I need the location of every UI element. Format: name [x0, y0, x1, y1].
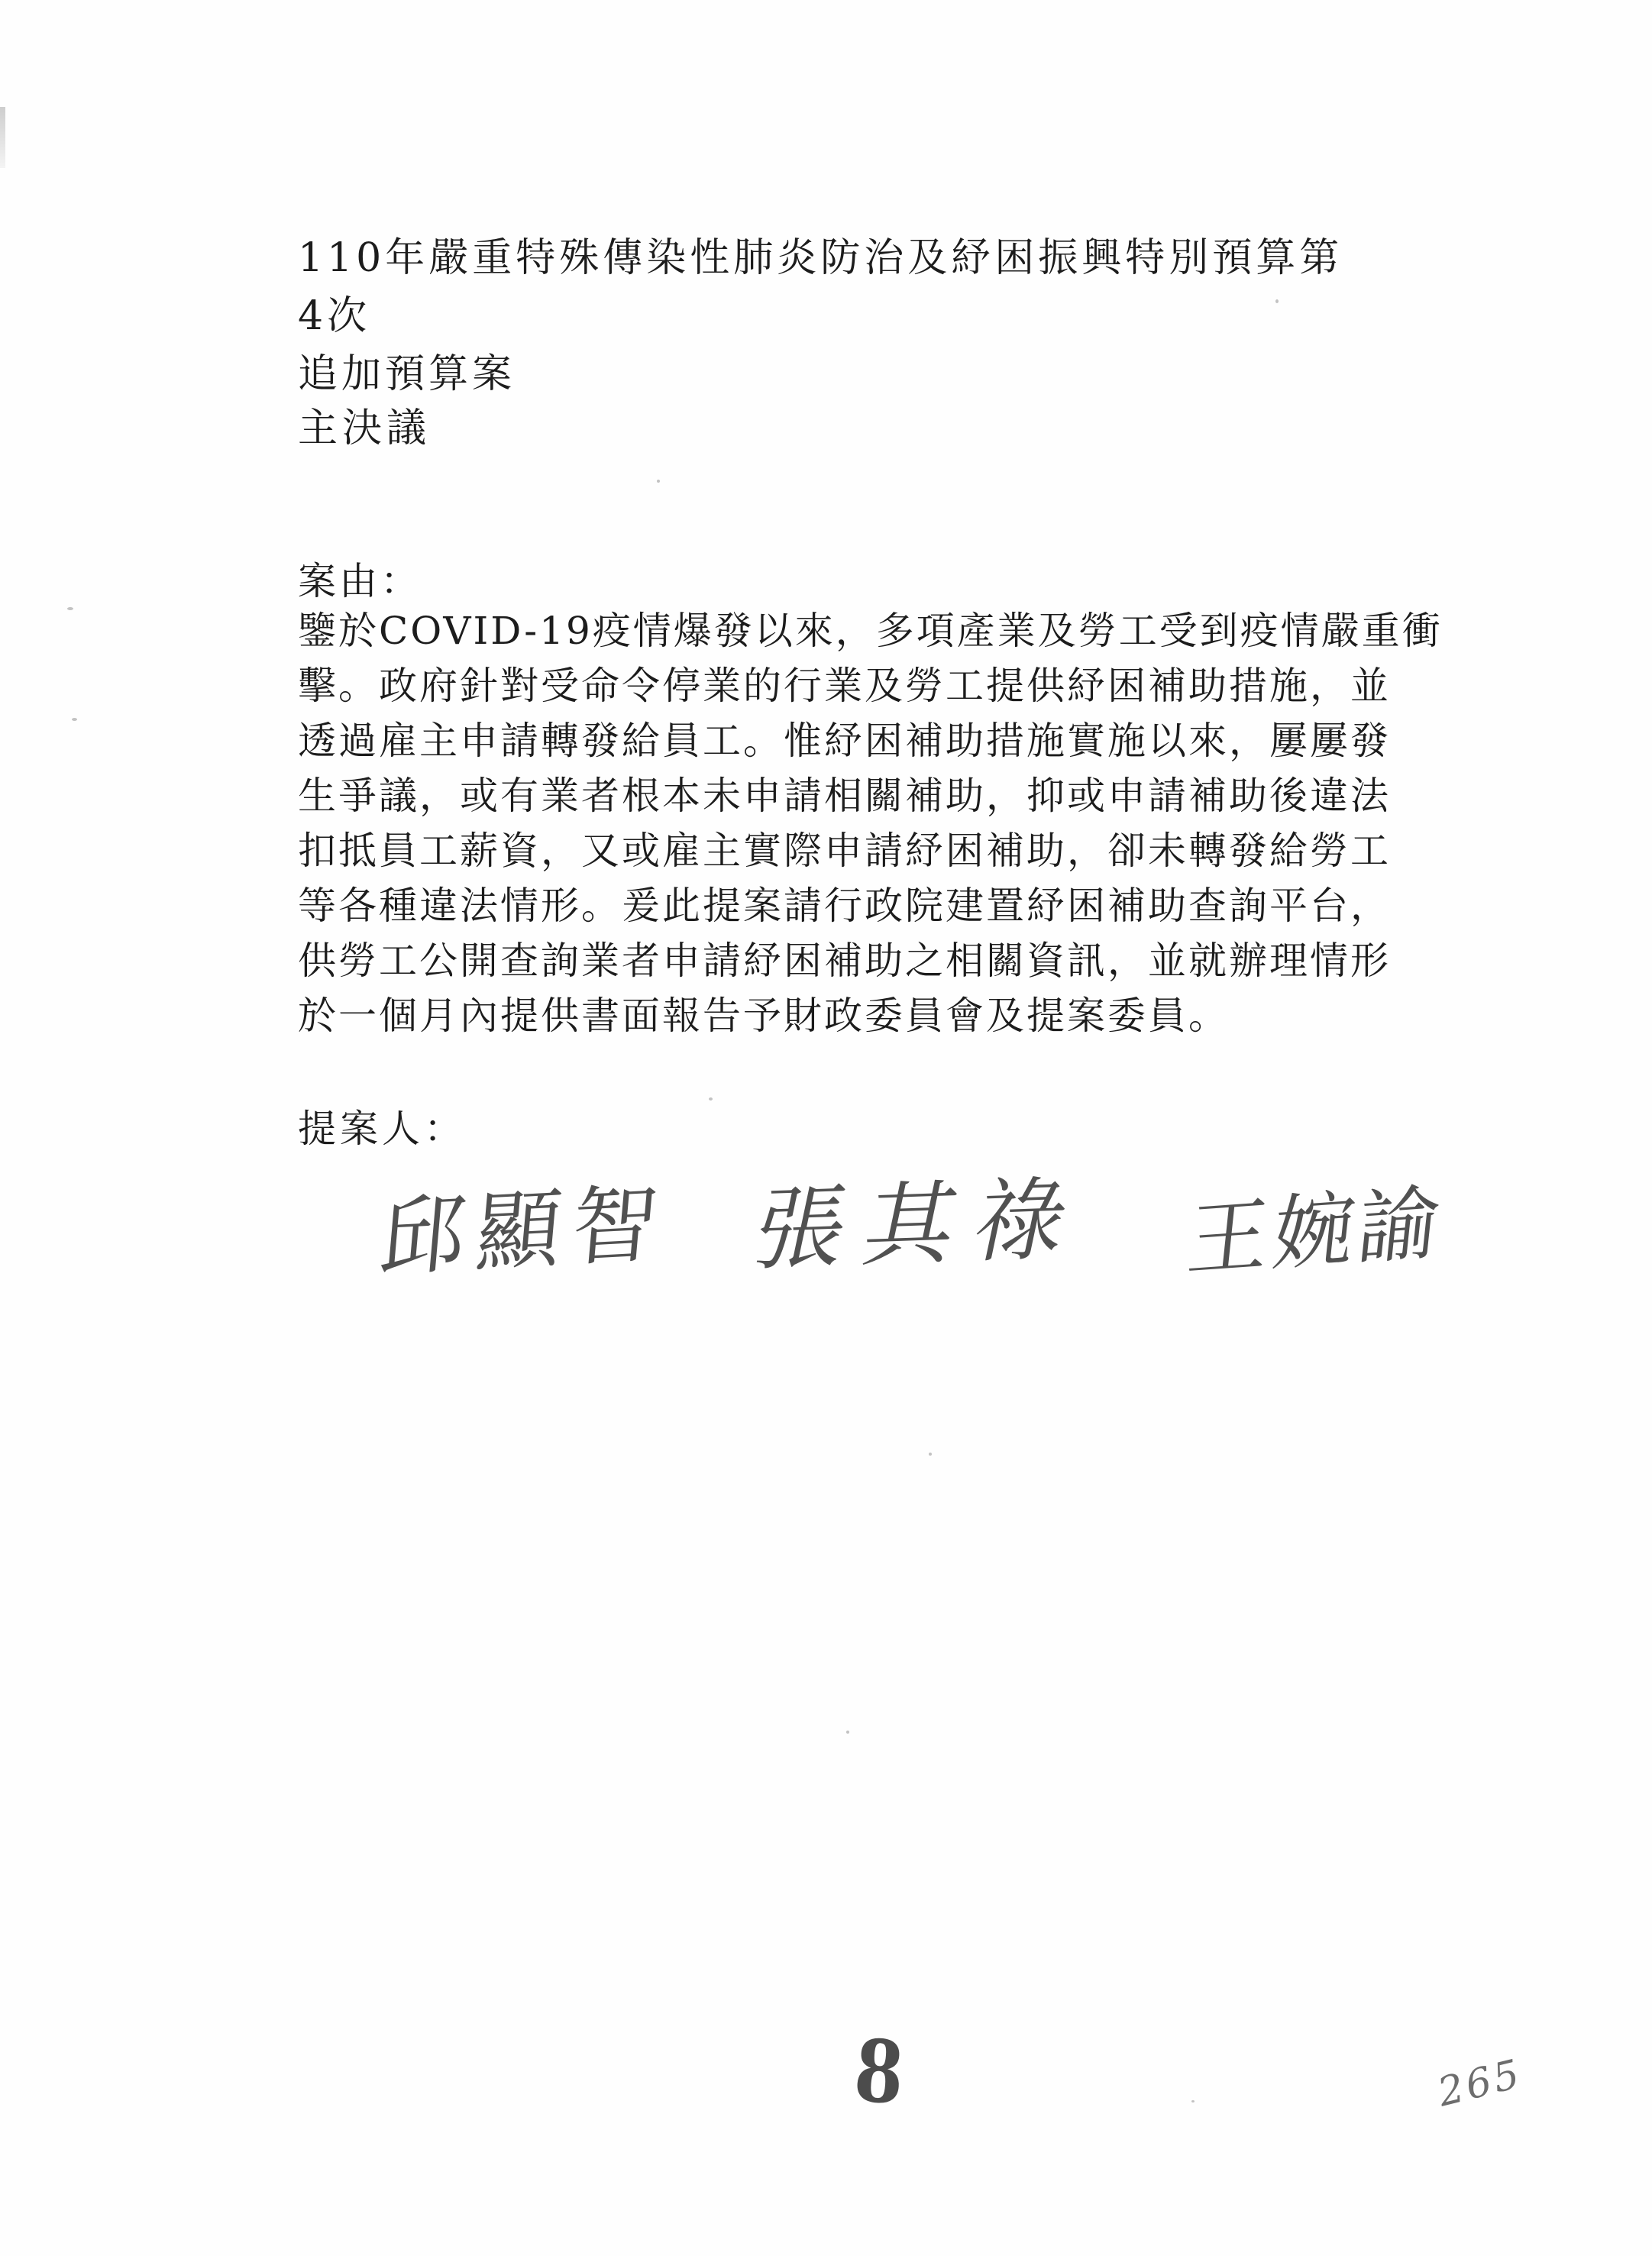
body-line: 於一個月內提供書面報告予財政委員會及提案委員。 — [298, 994, 1229, 1038]
case-reason-label: 案由： — [298, 559, 422, 603]
body-line: 供勞工公開查詢業者申請紓困補助之相關資訊，並就辦理情形 — [298, 939, 1391, 983]
scan-speck — [1191, 2100, 1195, 2102]
handwritten-page-number: 8 — [851, 2020, 907, 2125]
document-title — [298, 229, 1367, 403]
scan-speck — [657, 480, 660, 483]
scan-speck — [929, 1453, 932, 1456]
body-line: 擊。政府針對受命令停業的行業及勞工提供紓困補助措施，並 — [298, 664, 1391, 708]
body-line: 鑒於COVID-19疫情爆發以來，多項產業及勞工受到疫情嚴重衝 — [298, 609, 1443, 653]
scan-edge-smudge — [0, 107, 5, 168]
scan-speck — [846, 1731, 849, 1734]
body-line: 透過雇主申請轉發給員工。惟紓困補助措施實施以來，屢屢發 — [298, 719, 1391, 763]
section-heading-main-resolution: 主決議 — [298, 406, 432, 451]
body-line: 生爭議，或有業者根本未申請相關補助，抑或申請補助後違法 — [298, 774, 1391, 818]
signature-zhang-qilu: 張其祿 — [745, 1165, 1098, 1284]
document-title-line-2: 追加預算案 — [298, 351, 516, 397]
body-line: 等各種違法情形。爰此提案請行政院建置紓困補助查詢平台， — [298, 884, 1391, 928]
document-title-line-1: 110年嚴重特殊傳染性肺炎防治及紓困振興特別預算第4次 — [298, 235, 1343, 339]
handwritten-corner-note: 265 — [1437, 2049, 1522, 2118]
scan-speck — [67, 607, 73, 610]
body-paragraph — [298, 603, 1443, 1043]
scan-speck — [1275, 299, 1279, 303]
signature-qiu-xianzhi: 邱顯智 — [375, 1173, 673, 1289]
scan-speck — [72, 718, 77, 721]
proposer-label: 提案人： — [298, 1107, 466, 1151]
signature-wang-wanyu: 王婉諭 — [1182, 1175, 1450, 1288]
body-line: 扣抵員工薪資，又或雇主實際申請紓困補助，卻未轉發給勞工 — [298, 829, 1391, 873]
scan-speck — [709, 1097, 713, 1101]
